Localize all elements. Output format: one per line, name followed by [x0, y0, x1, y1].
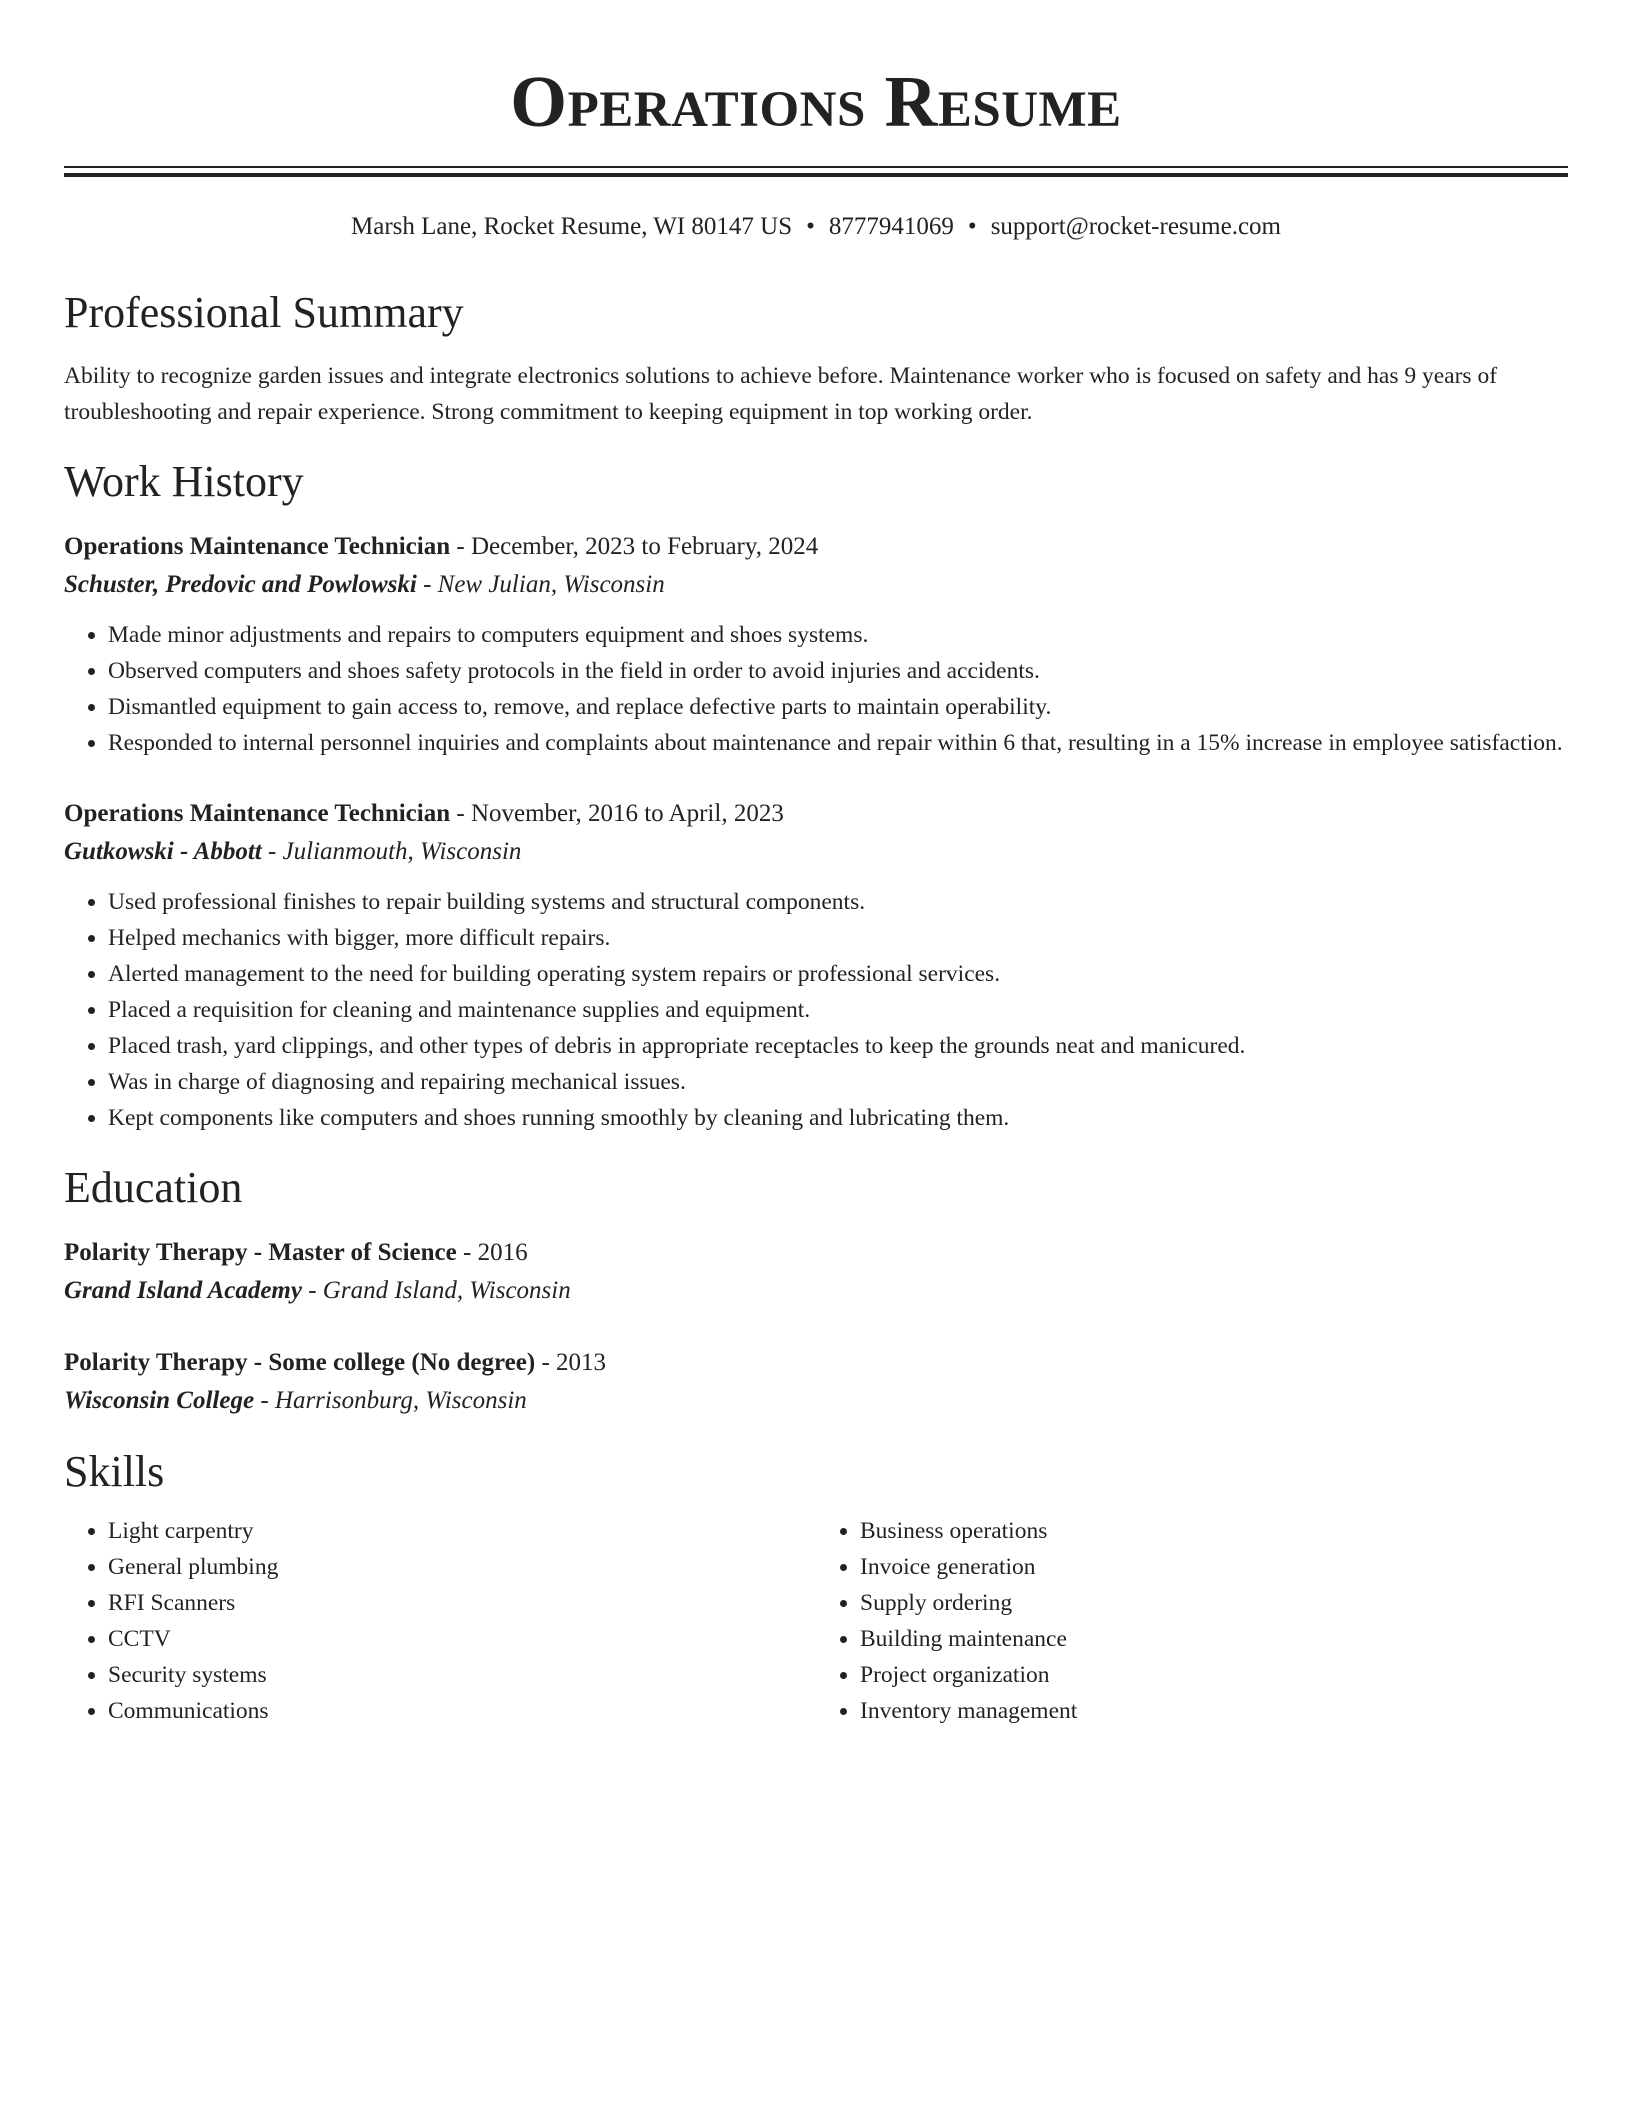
degree-year: - 2016	[456, 1239, 528, 1266]
skill-item: • Invoice generation	[860, 1549, 1568, 1585]
skill-item: • Supply ordering	[860, 1585, 1568, 1621]
job-title-line	[64, 795, 1568, 833]
job-title: Operations Maintenance Technician	[64, 800, 451, 827]
job-duty: • Dismantled equipment to gain access to, remove, and replace defective parts to maintain operability.	[108, 689, 1568, 725]
skills-list	[816, 1513, 1568, 1729]
skills-grid	[64, 1513, 1568, 1729]
skill-item: • Communications	[108, 1693, 816, 1729]
skills-column-left	[64, 1513, 816, 1729]
skills-list	[64, 1513, 816, 1729]
job-duties-list	[64, 617, 1568, 761]
degree-year: - 2013	[535, 1349, 607, 1376]
contact-address: Marsh Lane, Rocket Resume, WI 80147 US	[351, 213, 793, 240]
job-duty: • Was in charge of diagnosing and repairing mechanical issues.	[108, 1064, 1568, 1100]
job-duty: • Made minor adjustments and repairs to computers equipment and shoes systems.	[108, 617, 1568, 653]
summary-heading: Professional Summary	[64, 288, 464, 337]
job-duty: • Alerted management to the need for building operating system repairs or professional services.	[108, 956, 1568, 992]
resume-title: Operations Resume	[510, 61, 1122, 142]
contact-separator: •	[967, 213, 977, 240]
job-duty: • Helped mechanics with bigger, more difficult repairs.	[108, 920, 1568, 956]
education-entry	[64, 1234, 1568, 1310]
skill-item: • CCTV	[108, 1621, 816, 1657]
skill-item: • Security systems	[108, 1657, 816, 1693]
contact-email: support@rocket-resume.com	[990, 213, 1281, 240]
contact-separator: •	[806, 213, 815, 240]
skill-item: • Project organization	[860, 1657, 1568, 1693]
skill-item: • Building maintenance	[860, 1621, 1568, 1657]
job-duty: • Placed trash, yard clippings, and other types of debris in appropriate receptacles to keep the grounds neat and manicured.	[108, 1028, 1568, 1064]
degree-line	[64, 1234, 1568, 1272]
school-name: Wisconsin College	[64, 1387, 255, 1414]
job-company-line	[64, 833, 1568, 871]
job-location: - New Julian, Wisconsin	[416, 571, 665, 598]
job-company: Schuster, Predovic and Powlowski	[64, 571, 417, 598]
job-company-line	[64, 566, 1568, 604]
job-duty: • Responded to internal personnel inquiries and complaints about maintenance and repair within 6 that, resulting in a 15% increase in employee satisfaction.	[108, 725, 1568, 761]
school-line	[64, 1382, 1568, 1420]
skills-heading: Skills	[64, 1447, 165, 1496]
degree-name: Polarity Therapy - Master of Science	[64, 1239, 457, 1266]
work-history-heading: Work History	[64, 457, 304, 506]
job-title: Operations Maintenance Technician	[64, 533, 451, 560]
job-dates: - November, 2016 to April, 2023	[450, 800, 784, 827]
education-heading: Education	[64, 1163, 243, 1212]
job-duty: • Observed computers and shoes safety protocols in the field in order to avoid injuries and accidents.	[108, 653, 1568, 689]
school-name: Grand Island Academy	[64, 1277, 302, 1304]
job-duty: • Kept components like computers and shoes running smoothly by cleaning and lubricating them.	[108, 1100, 1568, 1136]
job-location: - Julianmouth, Wisconsin	[261, 838, 522, 865]
job-title-line	[64, 528, 1568, 566]
job-company: Gutkowski - Abbott	[64, 838, 262, 865]
summary-text: Ability to recognize garden issues and integrate electronics solutions to achieve before. Maintenance worker who is focused on safety and has 9 years of troubleshooting and repair experience. Strong commitment to keeping equipment in top working order.	[64, 363, 1498, 425]
job-duties-list	[64, 884, 1568, 1136]
job-entry	[64, 528, 1568, 761]
contact-line	[64, 211, 1568, 243]
skill-item: • Business operations	[860, 1513, 1568, 1549]
school-location: - Harrisonburg, Wisconsin	[254, 1387, 527, 1414]
degree-name: Polarity Therapy - Some college (No degree)	[64, 1349, 536, 1376]
skill-item: • Light carpentry	[108, 1513, 816, 1549]
skill-item: • General plumbing	[108, 1549, 816, 1585]
job-duty: • Used professional finishes to repair building systems and structural components.	[108, 884, 1568, 920]
job-duty: • Placed a requisition for cleaning and maintenance supplies and equipment.	[108, 992, 1568, 1028]
skill-item: • Inventory management	[860, 1693, 1568, 1729]
title-divider	[64, 166, 1568, 177]
school-line	[64, 1272, 1568, 1310]
skill-item: • RFI Scanners	[108, 1585, 816, 1621]
contact-phone: 8777941069	[828, 213, 954, 240]
degree-line	[64, 1344, 1568, 1382]
skills-column-right	[816, 1513, 1568, 1729]
job-dates: - December, 2023 to February, 2024	[450, 533, 819, 560]
education-entry	[64, 1344, 1568, 1420]
school-location: - Grand Island, Wisconsin	[301, 1277, 571, 1304]
job-entry	[64, 795, 1568, 1136]
